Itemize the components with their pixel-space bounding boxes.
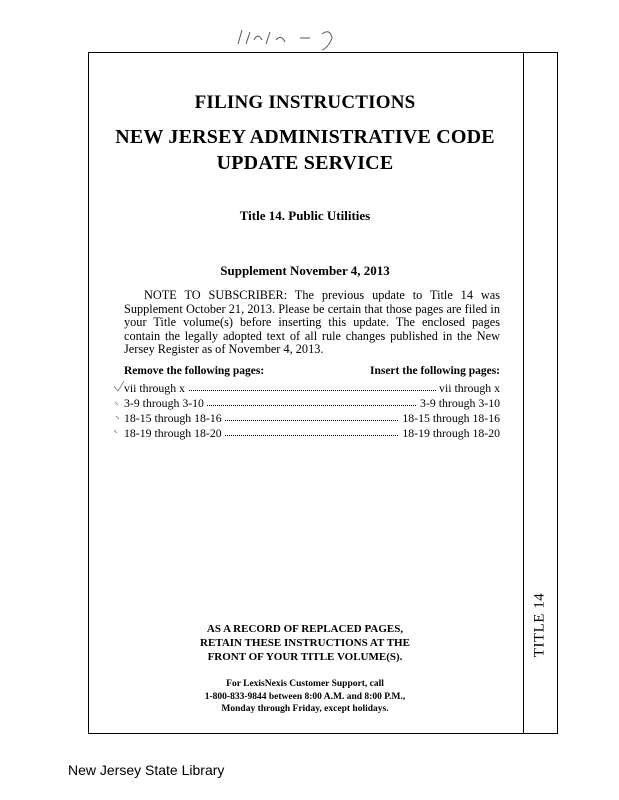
insert-header: Insert the following pages: <box>369 365 500 377</box>
note-to-subscriber: NOTE TO SUBSCRIBER: The previous update to Title 14 was Supplement October 21, 2013. Please be certain that those pages are filed in your Title volume(s) before inserting this update. The enclosed pages contain the legally adopted text of all rule changes published in the New Jersey Register as of November 4, 2013. <box>124 288 500 357</box>
insert-pages: vii through x <box>436 381 500 395</box>
insert-pages: 18-19 through 18-20 <box>399 426 500 440</box>
side-tab <box>522 560 558 690</box>
supplement-line: Supplement November 4, 2013 <box>220 263 390 278</box>
table-row <box>124 426 500 440</box>
table-row <box>124 381 500 395</box>
remove-pages: 18-15 through 18-16 <box>124 411 225 425</box>
update-service-heading: UPDATE SERVICE <box>216 152 394 174</box>
code-heading: NEW JERSEY ADMINISTRATIVE CODE <box>115 126 495 148</box>
table-row <box>124 396 500 410</box>
handwritten-annotation <box>230 22 370 52</box>
retain-line-1: AS A RECORD OF REPLACED PAGES, <box>206 623 404 635</box>
remove-pages: 18-19 through 18-20 <box>124 426 225 440</box>
pencil-check-marks <box>112 380 126 440</box>
library-footer: New Jersey State Library <box>68 762 225 778</box>
customer-support-notice <box>88 678 522 716</box>
support-line-2: 1-800-833-9844 between 8:00 A.M. and 8:00 P.M., <box>204 691 406 702</box>
filing-instructions-heading: FILING INSTRUCTIONS <box>194 92 416 113</box>
retain-line-2: RETAIN THESE INSTRUCTIONS AT THE <box>200 637 410 649</box>
support-line-1: For LexisNexis Customer Support, call <box>226 679 384 689</box>
retain-line-3: FRONT OF YOUR TITLE VOLUME(S). <box>207 651 403 663</box>
table-row <box>124 411 500 425</box>
insert-pages: 18-15 through 18-16 <box>399 411 500 425</box>
support-line-3: Monday through Friday, except holidays. <box>221 704 389 714</box>
remove-pages: 3-9 through 3-10 <box>124 396 207 410</box>
title-line: Title 14. Public Utilities <box>239 208 371 223</box>
remove-header: Remove the following pages: <box>124 365 265 377</box>
side-tab-label: TITLE 14 <box>531 592 548 658</box>
insert-pages: 3-9 through 3-10 <box>417 396 500 410</box>
retain-notice <box>88 622 522 664</box>
remove-pages: vii through x <box>124 381 188 395</box>
